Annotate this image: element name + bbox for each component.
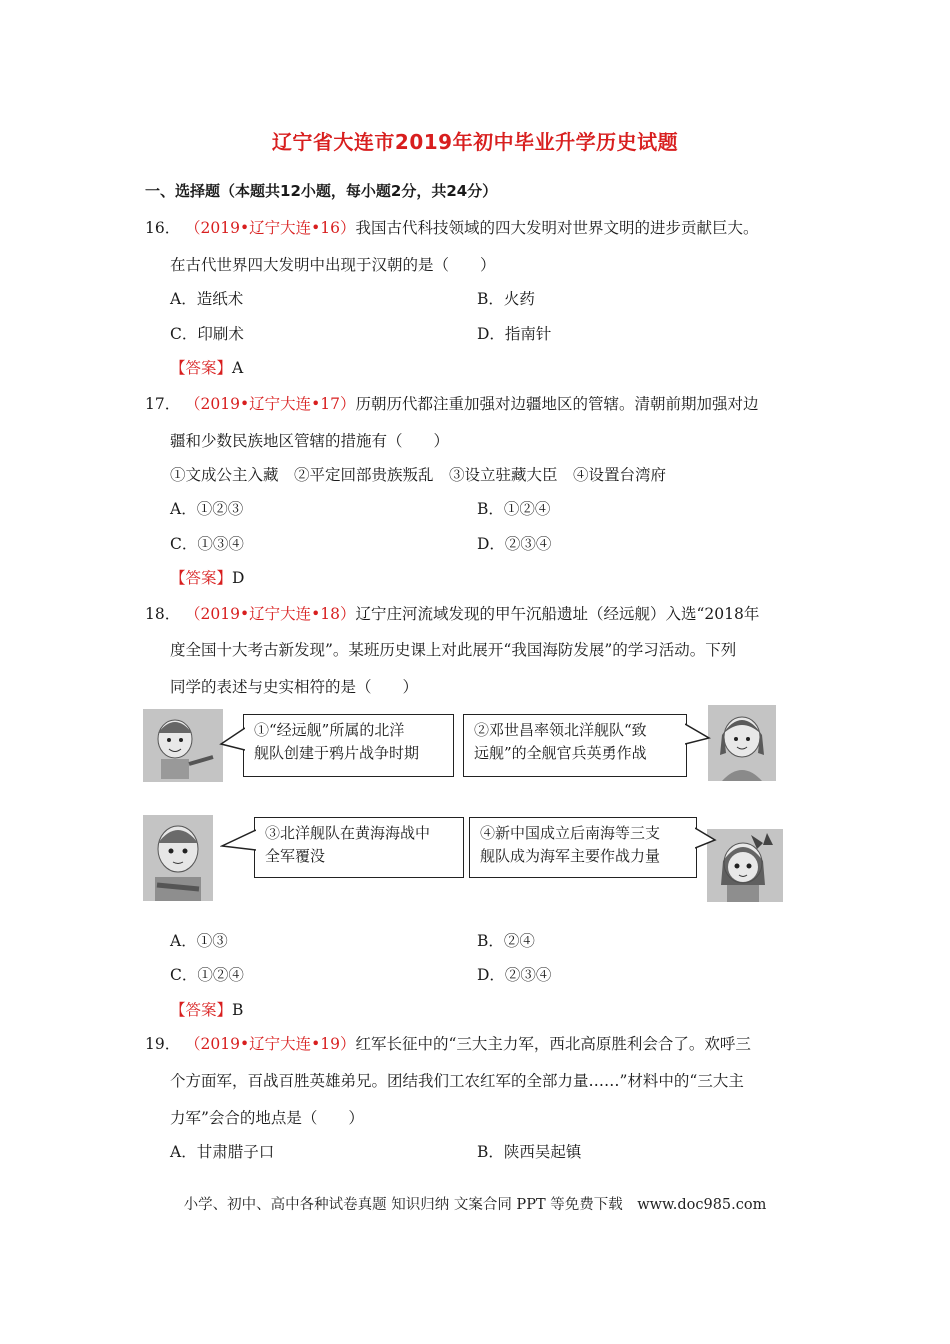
bubble-line: 远舰”的全舰官兵英勇作战 bbox=[474, 744, 647, 762]
question-source: （2019•辽宁大连•19） bbox=[185, 1035, 356, 1053]
question-text: 我国古代科技领域的四大发明对世界文明的进步贡献巨大。 bbox=[355, 219, 759, 237]
question-text: 度全国十大考古新发现”。某班历史课上对此展开“我国海防发展”的学习活动。下列 bbox=[170, 641, 737, 659]
question-number: 19． bbox=[145, 1035, 181, 1053]
question-text: 红军长征中的“三大主力军，西北高原胜利会合了。欢呼三 bbox=[355, 1035, 751, 1053]
question-source: （2019•辽宁大连•17） bbox=[185, 395, 356, 413]
bubble-line: 全军覆没 bbox=[265, 847, 326, 865]
answer-tag: 【答案】 bbox=[170, 1001, 233, 1019]
answer-value: D bbox=[232, 569, 245, 587]
answer-tag: 【答案】 bbox=[170, 569, 233, 587]
question-text: 在古代世界四大发明中出现于汉朝的是（ ） bbox=[170, 256, 496, 274]
question-text: 历朝历代都注重加强对边疆地区的管辖。清朝前期加强对边 bbox=[355, 395, 759, 413]
page-title: 辽宁省大连市2019年初中毕业升学历史试题 bbox=[271, 130, 679, 154]
option-a: A．造纸术 bbox=[170, 290, 244, 308]
answer-value: B bbox=[232, 1001, 244, 1019]
option-c: C．印刷术 bbox=[170, 325, 244, 343]
option-d: D．②③④ bbox=[477, 535, 552, 553]
bubble-line: ①“经远舰”所属的北洋 bbox=[254, 721, 405, 739]
question-source: （2019•辽宁大连•16） bbox=[185, 219, 356, 237]
option-a: A．甘肃腊子口 bbox=[170, 1143, 275, 1161]
option-b: B．火药 bbox=[477, 290, 535, 308]
section-heading: 一、选择题（本题共12小题，每小题2分，共24分） bbox=[145, 182, 498, 200]
question-19-stem bbox=[145, 1032, 751, 1054]
bubble-tail bbox=[219, 726, 245, 752]
answer-tag: 【答案】 bbox=[170, 359, 233, 377]
speech-bubble-3 bbox=[254, 817, 464, 878]
answer-18 bbox=[170, 998, 243, 1020]
option-a: A．①③ bbox=[170, 932, 228, 950]
option-d: D．指南针 bbox=[477, 325, 552, 343]
question-16-stem bbox=[145, 216, 758, 238]
bubble-tail bbox=[685, 722, 711, 748]
option-b: B．陕西吴起镇 bbox=[477, 1143, 582, 1161]
option-c: C．①③④ bbox=[170, 535, 244, 553]
question-text: 力军”会合的地点是（ ） bbox=[170, 1109, 364, 1127]
question-18-stem bbox=[145, 602, 759, 624]
question-items: ①文成公主入藏 ②平定回部贵族叛乱 ③设立驻藏大臣 ④设置台湾府 bbox=[170, 466, 667, 484]
bubble-line: 舰队成为海军主要作战力量 bbox=[480, 847, 661, 865]
speech-bubble-1 bbox=[243, 714, 454, 777]
question-number: 16． bbox=[145, 219, 181, 237]
speech-bubble-2 bbox=[463, 714, 687, 777]
bubble-tail bbox=[695, 826, 717, 852]
bubble-line: 舰队创建于鸦片战争时期 bbox=[254, 744, 420, 762]
option-b: B．②④ bbox=[477, 932, 535, 950]
speech-bubble-4 bbox=[469, 817, 697, 878]
question-text: 辽宁庄河流域发现的甲午沉船遗址（经远舰）入选“2018年 bbox=[355, 605, 760, 623]
question-text: 个方面军，百战百胜英雄弟兄。团结我们工农红军的全部力量……”材料中的“三大主 bbox=[170, 1072, 744, 1090]
option-b: B．①②④ bbox=[477, 500, 551, 518]
bubble-line: ④新中国成立后南海等三支 bbox=[480, 824, 661, 842]
question-source: （2019•辽宁大连•18） bbox=[185, 605, 356, 623]
question-17-stem bbox=[145, 392, 758, 414]
answer-16 bbox=[170, 356, 243, 378]
page-footer: 小学、初中、高中各种试卷真题 知识归纳 文案合同 PPT 等免费下载 www.doc985.com bbox=[183, 1197, 767, 1213]
student-girl-avatar bbox=[708, 705, 776, 781]
student-boy-avatar bbox=[143, 815, 213, 901]
question-text: 疆和少数民族地区管辖的措施有（ ） bbox=[170, 432, 450, 450]
question-text: 同学的表述与史实相符的是（ ） bbox=[170, 678, 419, 696]
option-a: A．①②③ bbox=[170, 500, 244, 518]
student-girl-avatar bbox=[707, 829, 783, 902]
answer-value: A bbox=[232, 359, 244, 377]
student-boy-avatar bbox=[143, 709, 223, 782]
answer-17 bbox=[170, 566, 244, 588]
option-c: C．①②④ bbox=[170, 966, 244, 984]
question-number: 17． bbox=[145, 395, 181, 413]
bubble-line: ②邓世昌率领北洋舰队“致 bbox=[474, 721, 647, 739]
bubble-tail bbox=[220, 828, 256, 854]
option-d: D．②③④ bbox=[477, 966, 552, 984]
question-number: 18． bbox=[145, 605, 181, 623]
bubble-line: ③北洋舰队在黄海海战中 bbox=[265, 824, 431, 842]
